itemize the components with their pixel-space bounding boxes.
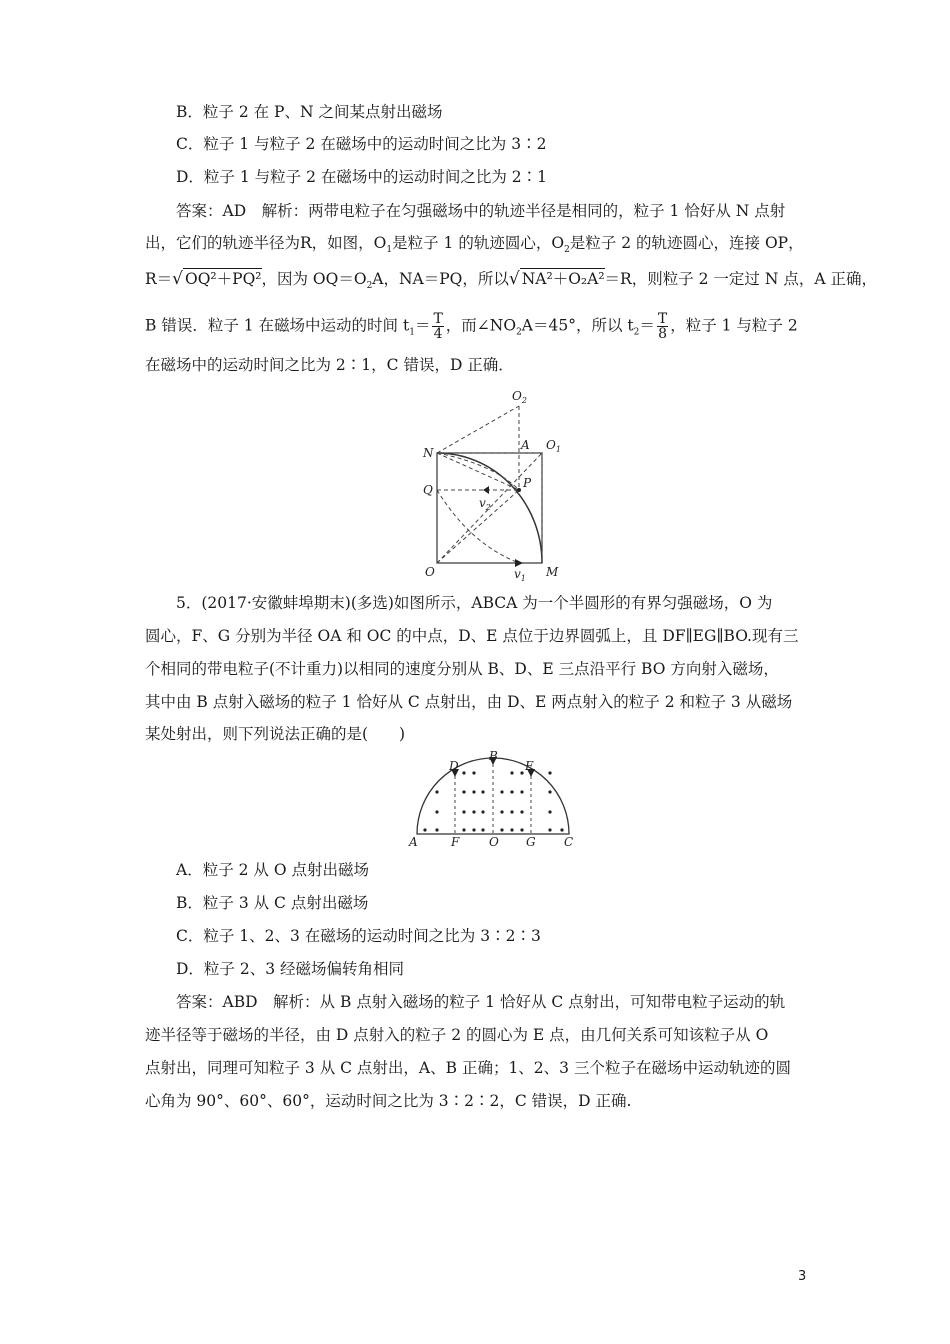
sqrt-expr-2: NA²＋O₂A² (521, 270, 605, 288)
label-a: A (521, 438, 530, 452)
answer4-line2: 出，它们的轨迹半径为R，如图，$O_1$是粒子 1 的轨迹圆心，$O_2$是粒子 2 的轨迹圆心，连接 OP， (145, 234, 804, 255)
q5-line2: 圆心，F、G 分别为半径 OA 和 OC 的中点，D、E 点位于边界圆弧上，且 DF∥EG∥BO.现有三 (145, 627, 799, 645)
q5-option-b: B．粒子 3 从 C 点射出磁场 (176, 894, 369, 912)
arrow-v1 (515, 559, 523, 567)
label-g: G (526, 835, 536, 848)
q5-option-a: A．粒子 2 从 O 点射出磁场 (176, 861, 369, 879)
q5-line3: 个相同的带电粒子(不计重力)以相同的速度分别从 B、D、E 三点沿平行 BO 方向射入磁场， (145, 660, 779, 678)
answer5-line4: 心角为 90°、60°、60°，运动时间之比为 3∶2∶2，C 错误，D 正确. (145, 1092, 632, 1110)
dash-n-o2 (437, 406, 519, 453)
label-d: D (449, 759, 459, 773)
label-v1: $v_1$ (514, 567, 526, 582)
answer4-line5: 在磁场中的运动时间之比为 2∶1，C 错误，D 正确． (145, 356, 514, 374)
page-number: 3 (798, 1269, 807, 1284)
q5-option-c: C．粒子 1、2、3 在磁场的运动时间之比为 3∶2∶3 (176, 927, 541, 945)
q5-line1: 5．(2017·安徽蚌埠期末)(多选)如图所示，ABCA 为一个半圆形的有界匀强磁场，O 为 (176, 594, 773, 612)
answer5-line3: 点射出，同理可知粒子 3 从 C 点射出，A、B 正确；1、2、3 三个粒子在磁场中运动轨迹的圆 (145, 1059, 791, 1077)
sqrt-expr-1: OQ²＋PQ² (185, 270, 262, 288)
label-b: B (489, 749, 498, 763)
dash-o-p (437, 490, 519, 563)
option-c-prev: C．粒子 1 与粒子 2 在磁场中的运动时间之比为 3∶2 (176, 135, 547, 153)
answer5-line1: 答案：ABD 解析：从 B 点射入磁场的粒子 1 恰好从 C 点射出，可知带电粒子运动的轨 (176, 993, 786, 1011)
label-f: F (451, 835, 460, 848)
fraction-t-over-8: $\frac{T}{8}$ (657, 311, 668, 342)
label-a: A (409, 835, 418, 848)
label-v2: $v_2$ (479, 496, 491, 512)
point-p (517, 488, 521, 492)
dash-n-p (437, 453, 519, 490)
q5-line4: 其中由 B 点射入磁场的粒子 1 恰好从 C 点射出，由 D、E 两点射入的粒子 2 和粒子 3 从磁场 (145, 693, 793, 711)
arrow-v2 (483, 486, 489, 494)
label-n: N (423, 446, 434, 460)
answer4-line3: R＝√ OQ²＋PQ²，因为 $OQ=O_2A$，NA＝PQ，所以√ NA²＋O₂A²＝R，则粒子 2 一定过 N 点，A 正确， (145, 269, 877, 291)
label-m: M (546, 565, 559, 579)
label-e: E (525, 759, 534, 773)
label-o: O (489, 835, 499, 848)
option-d-prev: D．粒子 1 与粒子 2 在磁场中的运动时间之比为 2∶1 (176, 168, 548, 186)
answer4-line4: B 错误．粒子 1 在磁场中运动的时间 $t_1=$ $\frac{T}{4}$ ，而$\angle NO_2A=45^\circ$，所以 $t_2=$ $\frac{T}{8}$ ，粒子 1 与粒子 2 (145, 311, 798, 342)
figure-quarter-circle-field (415, 386, 575, 582)
label-o2: $O_2$ (512, 389, 527, 405)
option-b-prev: B．粒子 2 在 P、N 之间某点射出磁场 (176, 103, 443, 121)
answer5-line2: 迹半径等于磁场的半径，由 D 点射入的粒子 2 的圆心为 E 点，由几何关系可知该粒子从 O (145, 1026, 769, 1044)
label-c: C (564, 835, 574, 848)
figure-semicircle-field (405, 748, 580, 848)
answer4-line1: 答案：AD 解析：两带电粒子在匀强磁场中的轨迹半径是相同的，粒子 1 恰好从 N 点射 (176, 202, 786, 220)
q5-line5: 某处射出，则下列说法正确的是( ) (145, 725, 406, 743)
fraction-t-over-4: $\frac{T}{4}$ (433, 311, 443, 342)
label-q: Q (423, 483, 433, 497)
q5-option-d: D．粒子 2、3 经磁场偏转角相同 (176, 960, 405, 978)
label-p: P (523, 476, 532, 490)
label-o1: $O_1$ (546, 438, 561, 454)
label-o: O (425, 565, 435, 579)
